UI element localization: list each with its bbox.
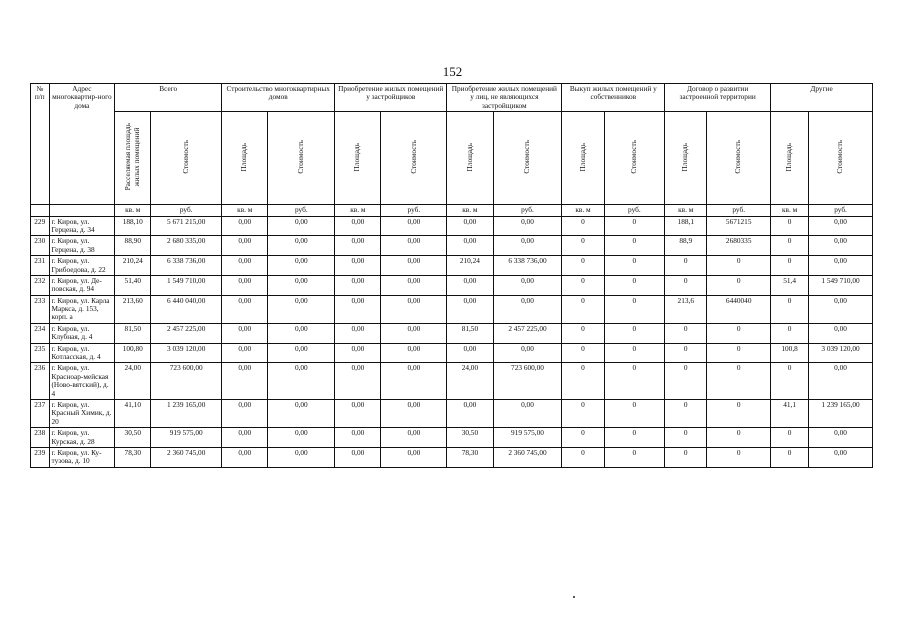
- table-row: [31, 399, 873, 427]
- row-value-cell: 0: [771, 428, 809, 448]
- row-number: 238: [31, 428, 50, 448]
- row-value-cell: 0,00: [809, 323, 873, 343]
- row-value-cell: 2 680 335,00: [151, 236, 222, 256]
- row-value-cell: 2 457 225,00: [151, 323, 222, 343]
- row-value-cell: 0: [665, 323, 707, 343]
- subheader-territory-area: Площадь: [665, 112, 707, 205]
- row-value-cell: 78,30: [447, 447, 493, 467]
- row-value-cell: 0,00: [809, 236, 873, 256]
- row-value-cell: 0,00: [335, 236, 381, 256]
- row-value-cell: 0,00: [381, 428, 447, 448]
- subheader-construction-area: Площадь: [222, 112, 268, 205]
- row-value-cell: 0,00: [335, 275, 381, 295]
- row-value-cell: 1 549 710,00: [151, 275, 222, 295]
- table-row: [31, 275, 873, 295]
- row-address: г. Киров, ул. Карла Маркса, д. 153, корп. а: [49, 295, 115, 323]
- row-value-cell: 0: [604, 399, 665, 427]
- row-value-cell: 41,10: [115, 399, 151, 427]
- row-value-cell: 0,00: [335, 343, 381, 363]
- row-number: 237: [31, 399, 50, 427]
- unit-label: руб.: [809, 205, 873, 216]
- subheader-other-area: Площадь: [771, 112, 809, 205]
- resettlement-table: [30, 83, 873, 468]
- row-value-cell: 0: [562, 363, 604, 400]
- row-value-cell: 0,00: [381, 256, 447, 276]
- subheader-territory-cost: Стоимость: [707, 112, 771, 205]
- row-value-cell: 0,00: [493, 216, 562, 236]
- row-value-cell: 0,00: [381, 447, 447, 467]
- subheader-buyout-cost: Стоимость: [604, 112, 665, 205]
- row-value-cell: 0,00: [809, 428, 873, 448]
- row-value-cell: 0,00: [268, 275, 335, 295]
- row-value-cell: 0,00: [335, 428, 381, 448]
- row-value-cell: 0: [562, 236, 604, 256]
- table-row: [31, 295, 873, 323]
- unit-label: руб.: [268, 205, 335, 216]
- units-empty-cell: [49, 205, 115, 216]
- row-value-cell: 81,50: [447, 323, 493, 343]
- subheader-non-developers-area: Площадь: [447, 112, 493, 205]
- row-value-cell: 0: [707, 428, 771, 448]
- row-value-cell: 0,00: [493, 399, 562, 427]
- row-value-cell: 0,00: [268, 323, 335, 343]
- row-address: г. Киров, ул. Ку-тузова, д. 10: [49, 447, 115, 467]
- subheader-developers-area: Площадь: [335, 112, 381, 205]
- row-value-cell: 0: [665, 428, 707, 448]
- subheader-total-cost: Стоимость: [151, 112, 222, 205]
- row-value-cell: 0,00: [222, 399, 268, 427]
- row-value-cell: 30,50: [447, 428, 493, 448]
- row-value-cell: 723 600,00: [151, 363, 222, 400]
- row-value-cell: 0,00: [335, 363, 381, 400]
- row-value-cell: 0: [771, 323, 809, 343]
- row-value-cell: 0,00: [335, 323, 381, 343]
- table-body: [31, 216, 873, 467]
- row-value-cell: 81,50: [115, 323, 151, 343]
- row-value-cell: 0: [771, 447, 809, 467]
- row-value-cell: 78,30: [115, 447, 151, 467]
- table-row: [31, 216, 873, 236]
- row-number: 239: [31, 447, 50, 467]
- row-address: г. Киров, ул. Герцена, д. 34: [49, 216, 115, 236]
- row-value-cell: 0: [562, 428, 604, 448]
- row-value-cell: 0: [604, 428, 665, 448]
- table-row: [31, 363, 873, 400]
- unit-label: руб.: [707, 205, 771, 216]
- row-value-cell: 0,00: [222, 343, 268, 363]
- row-value-cell: 0: [665, 256, 707, 276]
- row-value-cell: 0,00: [447, 343, 493, 363]
- row-value-cell: 0,00: [381, 275, 447, 295]
- row-value-cell: 5671215: [707, 216, 771, 236]
- row-value-cell: 0,00: [222, 256, 268, 276]
- row-value-cell: 0: [604, 343, 665, 363]
- row-value-cell: 0,00: [447, 295, 493, 323]
- row-value-cell: 0,00: [222, 363, 268, 400]
- row-value-cell: 0: [562, 399, 604, 427]
- table-row: [31, 236, 873, 256]
- subheader-total-area: Расселяемая площадь жилых помещений: [115, 112, 151, 205]
- subheader-construction-cost: Стоимость: [268, 112, 335, 205]
- row-value-cell: 0,00: [335, 399, 381, 427]
- group-header-construction: Строительство многоквартирных домов: [222, 84, 335, 112]
- table-row: [31, 323, 873, 343]
- units-row: [31, 205, 873, 216]
- unit-label: кв. м: [222, 205, 268, 216]
- row-value-cell: 0: [562, 323, 604, 343]
- row-value-cell: 0,00: [447, 399, 493, 427]
- row-value-cell: 51,4: [771, 275, 809, 295]
- row-value-cell: 0: [604, 216, 665, 236]
- row-value-cell: 3 039 120,00: [809, 343, 873, 363]
- page-number: 152: [442, 64, 463, 79]
- unit-label: руб.: [493, 205, 562, 216]
- row-value-cell: 0: [604, 323, 665, 343]
- row-value-cell: 0,00: [222, 428, 268, 448]
- scan-speck: [573, 596, 575, 598]
- row-value-cell: 0,00: [381, 343, 447, 363]
- row-address: г. Киров, ул. Котласская, д. 4: [49, 343, 115, 363]
- row-value-cell: 0,00: [268, 428, 335, 448]
- row-value-cell: 213,60: [115, 295, 151, 323]
- row-value-cell: 0,00: [381, 323, 447, 343]
- row-value-cell: 0,00: [447, 236, 493, 256]
- row-value-cell: 0: [665, 399, 707, 427]
- table-row: [31, 447, 873, 467]
- row-value-cell: 1 239 165,00: [809, 399, 873, 427]
- unit-label: кв. м: [115, 205, 151, 216]
- row-value-cell: 0,00: [268, 343, 335, 363]
- unit-label: кв. м: [665, 205, 707, 216]
- row-value-cell: 0,00: [335, 256, 381, 276]
- subheader-other-cost: Стоимость: [809, 112, 873, 205]
- row-address: г. Киров, ул. Клубная, д. 4: [49, 323, 115, 343]
- row-value-cell: 30,50: [115, 428, 151, 448]
- row-value-cell: 0,00: [381, 236, 447, 256]
- row-value-cell: 0,00: [493, 275, 562, 295]
- group-header-purchase-developers: Приобретение жилых помещений у застройщиков: [335, 84, 447, 112]
- row-value-cell: 0,00: [381, 363, 447, 400]
- unit-label: руб.: [151, 205, 222, 216]
- unit-label: руб.: [381, 205, 447, 216]
- row-value-cell: 0,00: [222, 275, 268, 295]
- row-value-cell: 0: [562, 275, 604, 295]
- row-value-cell: 0: [771, 363, 809, 400]
- row-value-cell: 0,00: [335, 447, 381, 467]
- row-number: 233: [31, 295, 50, 323]
- row-value-cell: 5 671 215,00: [151, 216, 222, 236]
- row-value-cell: 0: [707, 275, 771, 295]
- row-value-cell: 188,10: [115, 216, 151, 236]
- row-value-cell: 0,00: [809, 447, 873, 467]
- row-value-cell: 0,00: [381, 295, 447, 323]
- row-value-cell: 0,00: [447, 216, 493, 236]
- row-value-cell: 0,00: [222, 295, 268, 323]
- row-value-cell: 100,8: [771, 343, 809, 363]
- row-value-cell: 0: [665, 343, 707, 363]
- row-value-cell: 6 338 736,00: [151, 256, 222, 276]
- row-value-cell: 0,00: [222, 323, 268, 343]
- row-address: г. Киров, ул. Курская, д. 28: [49, 428, 115, 448]
- row-number: 229: [31, 216, 50, 236]
- row-value-cell: 0,00: [268, 236, 335, 256]
- row-value-cell: 0: [562, 295, 604, 323]
- row-value-cell: 0,00: [381, 399, 447, 427]
- row-value-cell: 2 457 225,00: [493, 323, 562, 343]
- row-value-cell: 100,80: [115, 343, 151, 363]
- row-value-cell: 41,1: [771, 399, 809, 427]
- row-value-cell: 24,00: [447, 363, 493, 400]
- row-value-cell: 0: [771, 295, 809, 323]
- header-row-groups: [31, 84, 873, 112]
- unit-label: кв. м: [562, 205, 604, 216]
- row-value-cell: 3 039 120,00: [151, 343, 222, 363]
- row-value-cell: 0: [771, 236, 809, 256]
- group-header-purchase-non-developers: Приобретение жилых помещений у лиц, не являющихся застройщиком: [447, 84, 562, 112]
- row-number: 234: [31, 323, 50, 343]
- group-header-territory-development: Договор о развитии застроенной территории: [665, 84, 771, 112]
- row-number: 231: [31, 256, 50, 276]
- row-value-cell: 0: [665, 447, 707, 467]
- row-value-cell: 0,00: [809, 256, 873, 276]
- unit-label: руб.: [604, 205, 665, 216]
- row-value-cell: 0,00: [335, 295, 381, 323]
- row-value-cell: 210,24: [447, 256, 493, 276]
- row-value-cell: 188,1: [665, 216, 707, 236]
- subheader-buyout-area: Площадь: [562, 112, 604, 205]
- row-value-cell: 0: [665, 363, 707, 400]
- row-value-cell: 0: [707, 447, 771, 467]
- row-address: г. Киров, ул. Красный Химик, д. 20: [49, 399, 115, 427]
- row-value-cell: 213,6: [665, 295, 707, 323]
- row-value-cell: 1 549 710,00: [809, 275, 873, 295]
- row-value-cell: 0: [562, 216, 604, 236]
- row-value-cell: 0: [707, 323, 771, 343]
- row-value-cell: 0,00: [335, 216, 381, 236]
- row-value-cell: 0: [665, 275, 707, 295]
- row-value-cell: 0,00: [809, 216, 873, 236]
- row-value-cell: 0,00: [381, 216, 447, 236]
- row-address: г. Киров, ул. Грибоедова, д. 22: [49, 256, 115, 276]
- row-value-cell: 0,00: [268, 447, 335, 467]
- row-value-cell: 2680335: [707, 236, 771, 256]
- row-value-cell: 0: [562, 343, 604, 363]
- row-value-cell: 0: [562, 447, 604, 467]
- group-header-total: Всего: [115, 84, 222, 112]
- row-address: г. Киров, ул. Красноар-мейская (Ново-вятский), д. 4: [49, 363, 115, 400]
- row-value-cell: 0,00: [493, 236, 562, 256]
- group-header-buyout: Выкуп жилых помещений у собственников: [562, 84, 665, 112]
- row-value-cell: 51,40: [115, 275, 151, 295]
- row-value-cell: 0,00: [222, 236, 268, 256]
- row-value-cell: 88,90: [115, 236, 151, 256]
- row-value-cell: 0,00: [268, 363, 335, 400]
- row-value-cell: 1 239 165,00: [151, 399, 222, 427]
- row-value-cell: 0: [604, 295, 665, 323]
- row-value-cell: 0,00: [809, 295, 873, 323]
- subheader-developers-cost: Стоимость: [381, 112, 447, 205]
- group-header-other: Другие: [771, 84, 873, 112]
- row-value-cell: 0,00: [268, 216, 335, 236]
- row-value-cell: 0: [604, 363, 665, 400]
- table-row: [31, 343, 873, 363]
- row-value-cell: 0,00: [493, 343, 562, 363]
- row-value-cell: 0,00: [268, 295, 335, 323]
- units-empty-cell: [31, 205, 50, 216]
- row-value-cell: 6 338 736,00: [493, 256, 562, 276]
- row-value-cell: 0: [771, 256, 809, 276]
- row-value-cell: 0: [604, 236, 665, 256]
- row-value-cell: 0,00: [222, 447, 268, 467]
- row-number: 236: [31, 363, 50, 400]
- row-value-cell: 919 575,00: [493, 428, 562, 448]
- header-row-subcolumns: [31, 112, 873, 205]
- subheader-non-developers-cost: Стоимость: [493, 112, 562, 205]
- row-value-cell: 0,00: [268, 399, 335, 427]
- row-address: г. Киров, ул. Де-повская, д. 94: [49, 275, 115, 295]
- row-value-cell: 723 600,00: [493, 363, 562, 400]
- table-row: [31, 256, 873, 276]
- row-number: 230: [31, 236, 50, 256]
- row-value-cell: 919 575,00: [151, 428, 222, 448]
- row-value-cell: 0: [707, 343, 771, 363]
- row-value-cell: 210,24: [115, 256, 151, 276]
- row-address: г. Киров, ул. Герцена, д. 38: [49, 236, 115, 256]
- row-value-cell: 6 440 040,00: [151, 295, 222, 323]
- unit-label: кв. м: [771, 205, 809, 216]
- row-value-cell: 0,00: [222, 216, 268, 236]
- row-value-cell: 88,9: [665, 236, 707, 256]
- row-value-cell: 0: [771, 216, 809, 236]
- row-value-cell: 0: [562, 256, 604, 276]
- row-value-cell: 0,00: [268, 256, 335, 276]
- row-value-cell: 2 360 745,00: [493, 447, 562, 467]
- unit-label: кв. м: [335, 205, 381, 216]
- row-number: 235: [31, 343, 50, 363]
- row-value-cell: 24,00: [115, 363, 151, 400]
- row-value-cell: 0,00: [809, 363, 873, 400]
- col-header-address: Адрес многоквартир-ного дома: [49, 84, 115, 205]
- row-value-cell: 2 360 745,00: [151, 447, 222, 467]
- row-value-cell: 0: [707, 256, 771, 276]
- unit-label: кв. м: [447, 205, 493, 216]
- row-value-cell: 0: [604, 275, 665, 295]
- row-value-cell: 0: [707, 399, 771, 427]
- table-row: [31, 428, 873, 448]
- row-value-cell: 6440040: [707, 295, 771, 323]
- row-value-cell: 0,00: [493, 295, 562, 323]
- row-value-cell: 0: [604, 447, 665, 467]
- row-value-cell: 0: [604, 256, 665, 276]
- col-header-no: № п/п: [31, 84, 50, 205]
- row-value-cell: 0,00: [447, 275, 493, 295]
- row-number: 232: [31, 275, 50, 295]
- row-value-cell: 0: [707, 363, 771, 400]
